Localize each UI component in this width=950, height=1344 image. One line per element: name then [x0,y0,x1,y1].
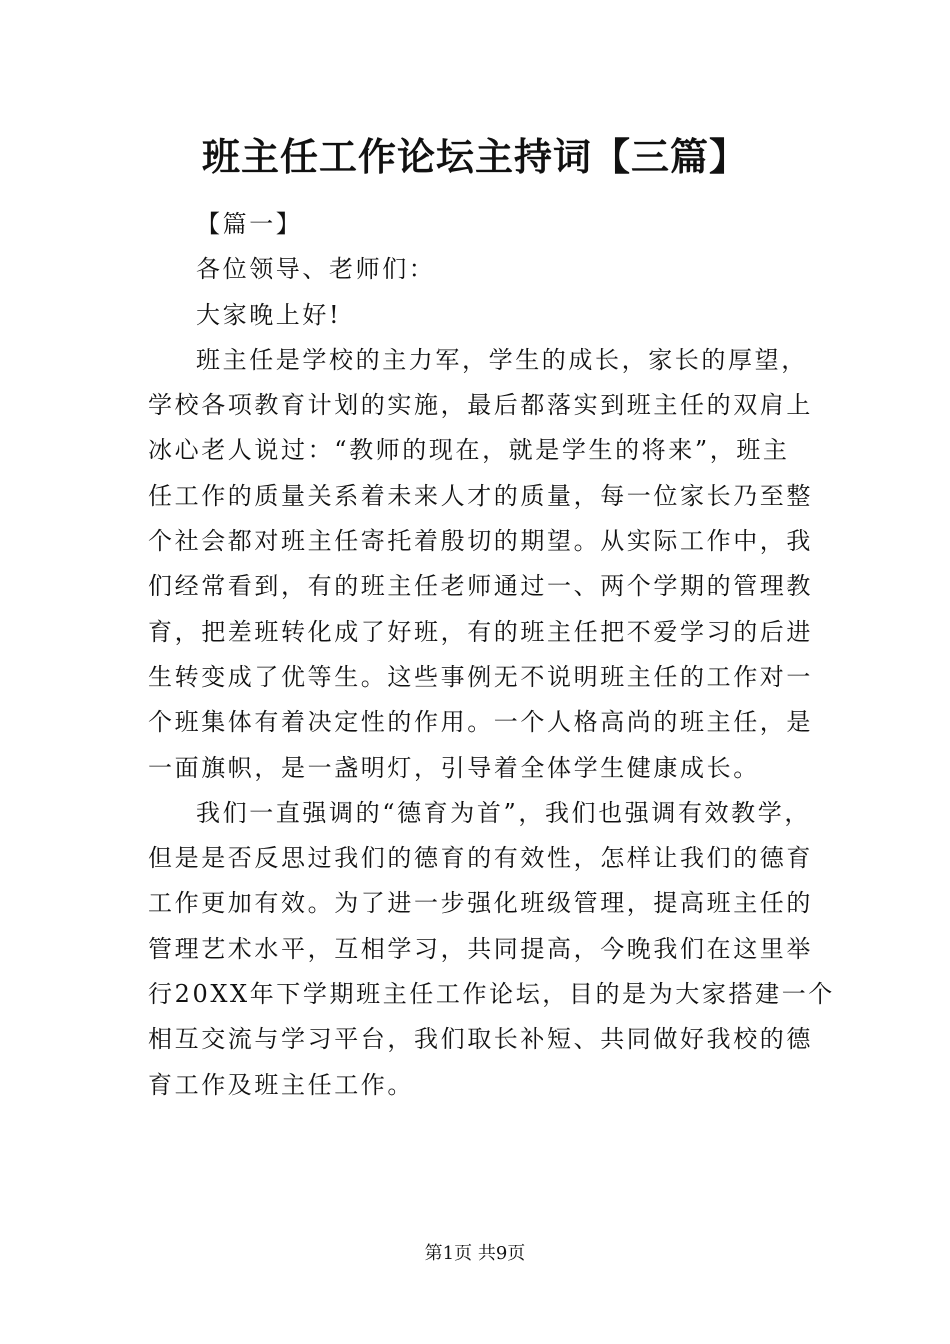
body-line: 学校各项教育计划的实施，最后都落实到班主任的双肩上 [148,391,813,420]
body-line: 育工作及班主任工作。 [148,1070,414,1099]
body-line: 相互交流与学习平台，我们取长补短、共同做好我校的德 [148,1025,813,1054]
body-line: 各位领导、老师们： [196,255,436,284]
body-line: 个社会都对班主任寄托着殷切的期望。从实际工作中，我 [148,527,813,556]
body-line: 班主任是学校的主力军，学生的成长，家长的厚望， [196,345,808,374]
body-line: 们经常看到，有的班主任老师通过一、两个学期的管理教 [148,572,813,601]
body-line: 生转变成了优等生。这些事例无不说明班主任的工作对一 [148,662,813,691]
body-line: 【篇一】 [196,210,303,238]
document-body [148,202,835,1108]
document-title: 班主任工作论坛主持词【三篇】 [201,134,748,179]
body-line: 冰心老人说过：“教师的现在，就是学生的将来”，班主 [148,436,790,465]
body-line: 管理艺术水平，互相学习，共同提高，今晚我们在这里举 [148,934,813,963]
body-line: 一面旗帜，是一盏明灯，引导着全体学生健康成长。 [148,753,760,782]
body-line: 行20XX年下学期班主任工作论坛，目的是为大家搭建一个 [148,980,835,1009]
body-line: 个班集体有着决定性的作用。一个人格高尚的班主任，是 [148,708,813,737]
body-line: 大家晚上好! [196,300,342,329]
body-line: 育，把差班转化成了好班，有的班主任把不爱学习的后进 [148,617,813,646]
body-line: 但是是否反思过我们的德育的有效性，怎样让我们的德育 [148,844,813,873]
body-line: 工作更加有效。为了进一步强化班级管理，提高班主任的 [148,889,813,918]
body-line: 我们一直强调的“德育为首”，我们也强调有效教学， [196,798,811,827]
page-footer: 第1页 共9页 [424,1243,526,1264]
body-line: 任工作的质量关系着未来人才的质量，每一位家长乃至整 [148,481,813,510]
